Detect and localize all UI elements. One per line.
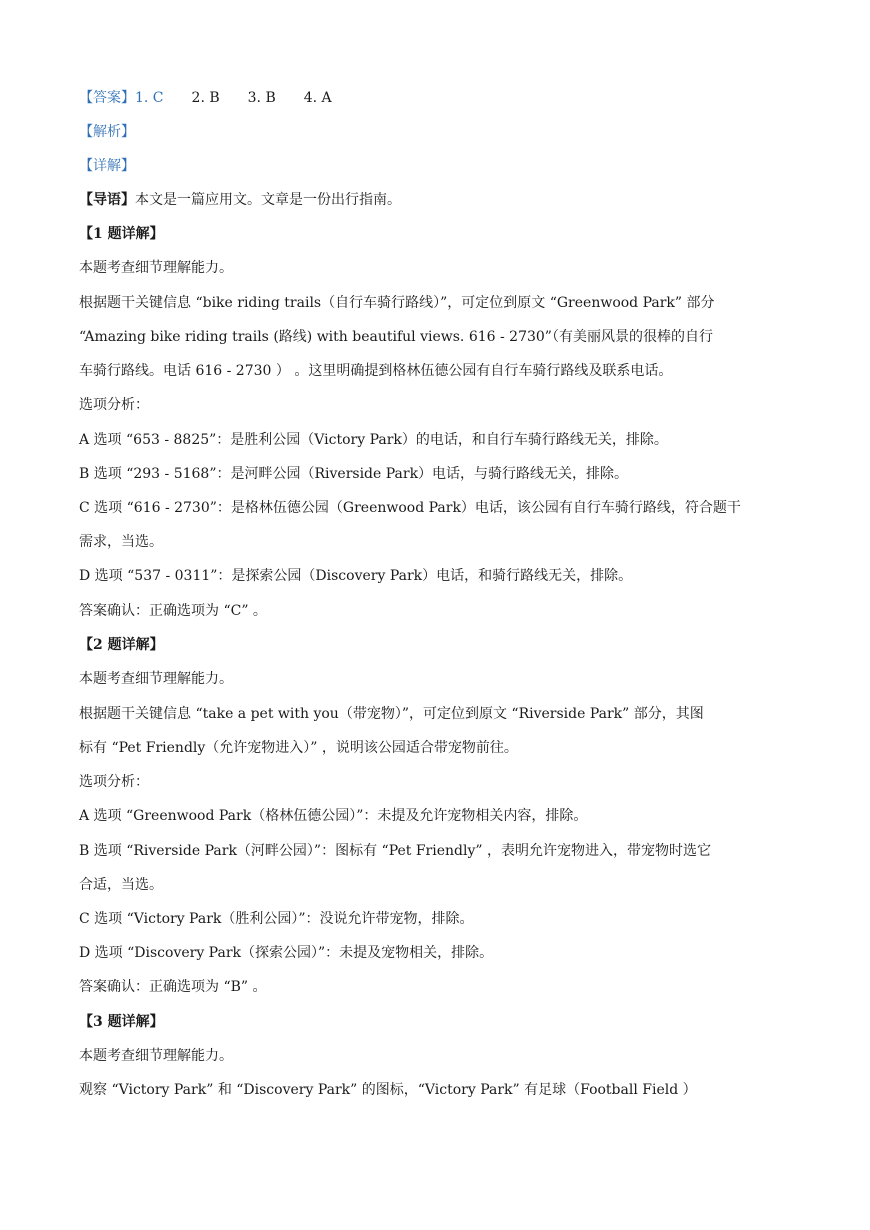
q3-observe: 观察 “Victory Park” 和 “Discovery Park” 的图标，“Victory Park” 有足球（Football Field ） bbox=[79, 1082, 697, 1098]
q2-locate-line: 根据题干关键信息 “take a pet with you（带宠物）”，可定位到原文 “Riverside Park” 部分，其图 bbox=[79, 706, 704, 722]
q3-ability: 本题考查细节理解能力。 bbox=[79, 1048, 233, 1064]
q2-locate-line: 标有 “Pet Friendly（允许宠物进入）” ，说明该公园适合带宠物前往。 bbox=[79, 740, 518, 756]
intro-tag: 【导语】 bbox=[79, 192, 135, 208]
q1-option-c: C 选项 “616 - 2730”：是格林伍德公园（Greenwood Park）电话，该公园有自行车骑行路线，符合题干 bbox=[79, 500, 741, 516]
answer-item: 4. A bbox=[303, 90, 332, 106]
analysis-tag: 【解析】 bbox=[79, 124, 135, 140]
q1-locate-line: 根据题干关键信息 “bike riding trails（自行车骑行路线）”，可定位到原文 “Greenwood Park” 部分 bbox=[79, 295, 715, 311]
q1-option-d: D 选项 “537 - 0311”：是探索公园（Discovery Park）电话，和骑行路线无关，排除。 bbox=[79, 568, 633, 584]
q1-confirm: 答案确认：正确选项为 “C” 。 bbox=[79, 603, 267, 619]
q2-option-a: A 选项 “Greenwood Park（格林伍德公园）”：未提及允许宠物相关内容，排除。 bbox=[79, 808, 588, 824]
answer-tag: 【答案】 bbox=[79, 90, 135, 106]
q1-ability: 本题考查细节理解能力。 bbox=[79, 260, 233, 276]
q2-heading: 【2 题详解】 bbox=[79, 637, 164, 653]
q1-option-b: B 选项 “293 - 5168”：是河畔公园（Riverside Park）电话，与骑行路线无关，排除。 bbox=[79, 466, 629, 482]
q2-analysis-label: 选项分析： bbox=[79, 774, 149, 790]
intro-line bbox=[79, 190, 794, 210]
q3-heading: 【3 题详解】 bbox=[79, 1014, 164, 1030]
answer-item: 1. C bbox=[135, 90, 164, 106]
detail-tag: 【详解】 bbox=[79, 158, 135, 174]
q2-option-b: B 选项 “Riverside Park（河畔公园）”：图标有 “Pet Friendly” ，表明允许宠物进入，带宠物时选它 bbox=[79, 843, 711, 859]
intro-text: 本文是一篇应用文。文章是一份出行指南。 bbox=[135, 192, 401, 208]
answer-item: 2. B bbox=[191, 90, 220, 106]
q2-option-b-cont: 合适，当选。 bbox=[79, 877, 163, 893]
q1-analysis-label: 选项分析： bbox=[79, 397, 149, 413]
q1-locate-line: “Amazing bike riding trails (路线) with beautiful views. 616 - 2730”（有美丽风景的很棒的自行 bbox=[79, 329, 713, 345]
q2-option-c: C 选项 “Victory Park（胜利公园）”：没说允许带宠物，排除。 bbox=[79, 911, 474, 927]
q2-ability: 本题考查细节理解能力。 bbox=[79, 671, 233, 687]
q2-confirm: 答案确认：正确选项为 “B” 。 bbox=[79, 979, 267, 995]
q1-heading: 【1 题详解】 bbox=[79, 226, 164, 242]
answer-row bbox=[79, 88, 794, 108]
q1-option-a: A 选项 “653 - 8825”：是胜利公园（Victory Park）的电话，和自行车骑行路线无关，排除。 bbox=[79, 432, 668, 448]
q1-locate-line: 车骑行路线。电话 616 - 2730 ） 。这里明确提到格林伍德公园有自行车骑行路线及联系电话。 bbox=[79, 363, 673, 379]
q1-option-c-cont: 需求，当选。 bbox=[79, 534, 163, 550]
q2-option-d: D 选项 “Discovery Park（探索公园）”：未提及宠物相关，排除。 bbox=[79, 945, 494, 961]
answer-item: 3. B bbox=[247, 90, 276, 106]
